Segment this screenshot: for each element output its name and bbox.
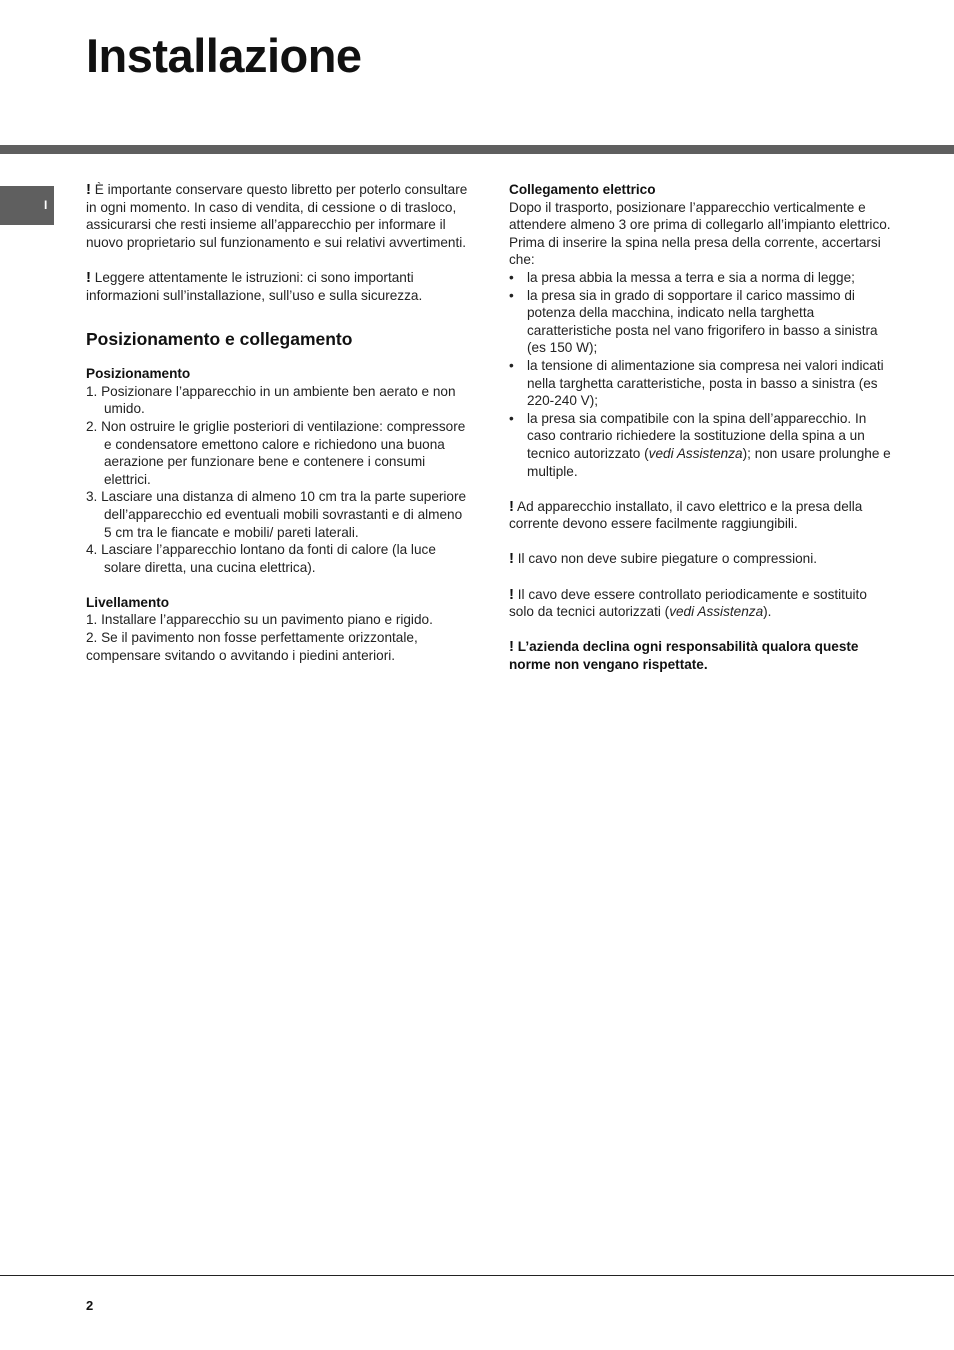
list-item <box>509 410 891 480</box>
page-number: 2 <box>86 1298 94 1313</box>
positioning-steps <box>86 383 471 577</box>
note-text: ). <box>763 604 772 620</box>
leveling-heading: Livellamento <box>86 594 170 610</box>
positioning-heading: Posizionamento <box>86 366 191 382</box>
warning-icon: ! <box>509 550 514 568</box>
page-title: Installazione <box>86 29 362 82</box>
warning-note <box>509 550 891 568</box>
section-heading: Posizionamento e collegamento <box>86 329 353 350</box>
list-item-text: la presa sia compatibile con la spina dell’apparecchio. In caso contrario richiedere la sostituzione della spina a un tecnico autorizzato ( <box>527 410 867 461</box>
list-item: • la presa sia in grado di sopportare il carico massimo di potenza della macchina, indicato nella targhetta caratteristiche posta nel vano frigorifero in basso a sinistra (es 150 W); <box>509 287 891 357</box>
list-item: 2. Non ostruire le griglie posteriori di ventilazione: compressore e condensatore emettono calore e richiedono una buona aerazione per funzionare bene e contenere i consumi elettrici. <box>86 418 466 487</box>
note-text: Ad apparecchio installato, il cavo elettrico e la presa della corrente devono essere facilmente raggiungibili. <box>509 498 863 532</box>
note-text: Il cavo non deve subire piegature o compressioni. <box>517 551 818 567</box>
assistance-reference: vedi Assistenza <box>669 604 764 620</box>
language-tab: I <box>0 186 54 225</box>
list-item: 3. Lasciare una distanza di almeno 10 cm tra la parte superiore dell’apparecchio ed eventuali mobili sovrastanti e di almeno 5 cm tra le fiancate e mobili/ pareti laterali. <box>86 489 467 540</box>
warning-icon: ! <box>509 638 514 656</box>
note-text: È importante conservare questo libretto per poterlo consultare in ogni momento. In caso di vendita, di cessione o di trasloco, assicurarsi che resti insieme all’apparecchio per informare il nuovo proprietario sul funzionamento e sui relativi avvertimenti. <box>86 182 468 250</box>
warning-icon: ! <box>509 497 514 515</box>
warning-icon: ! <box>86 181 91 198</box>
warning-note <box>509 586 891 621</box>
warning-note <box>86 181 471 251</box>
header-divider <box>0 145 954 154</box>
assistance-reference: vedi Assistenza <box>648 445 743 461</box>
note-text: Leggere attentamente le istruzioni: ci sono importanti informazioni sull’installazione, sull’uso e sulla sicurezza. <box>86 269 423 303</box>
list-item: • la tensione di alimentazione sia compresa nei valori indicati nella targhetta caratteristiche, posta in basso a sinistra (es 220-240 V); <box>509 357 891 410</box>
disclaimer-note <box>509 638 891 673</box>
right-column <box>509 181 891 674</box>
electrical-heading: Collegamento elettrico <box>509 182 656 197</box>
footer-divider <box>0 1275 954 1276</box>
warning-note <box>86 269 471 304</box>
note-text: Il cavo deve essere controllato periodicamente e sostituito solo da tecnici autorizzati ( <box>509 586 867 620</box>
warning-note <box>509 498 891 533</box>
leveling-line: 1. Installare l’apparecchio su un pavimento piano e rigido. <box>86 612 433 628</box>
list-item: • la presa abbia la messa a terra e sia a norma di legge; <box>509 269 891 287</box>
warning-icon: ! <box>509 585 514 603</box>
leveling-line: 2. Se il pavimento non fosse perfettamente orizzontale, compensare svitando o avvitando i piedini anteriori. <box>86 630 418 663</box>
left-column <box>86 181 471 664</box>
list-item: 4. Lasciare l’apparecchio lontano da fonti di calore (la luce solare diretta, una cucina elettrica). <box>86 542 436 575</box>
warning-icon: ! <box>86 268 91 286</box>
list-item: 1. Posizionare l’apparecchio in un ambiente ben aerato e non umido. <box>86 383 456 417</box>
requirements-list <box>509 269 891 480</box>
list-item-text: ); non usare prolunghe e multiple. <box>527 445 891 479</box>
note-text: L’azienda declina ogni responsabilità qualora queste norme non vengano rispettate. <box>509 639 859 673</box>
electrical-intro: Dopo il trasporto, posizionare l’apparecchio verticalmente e attendere almeno 3 ore prima di collegarlo all’impianto elettrico. Prima di inserire la spina nella presa della corrente, accertarsi che: <box>509 199 891 268</box>
